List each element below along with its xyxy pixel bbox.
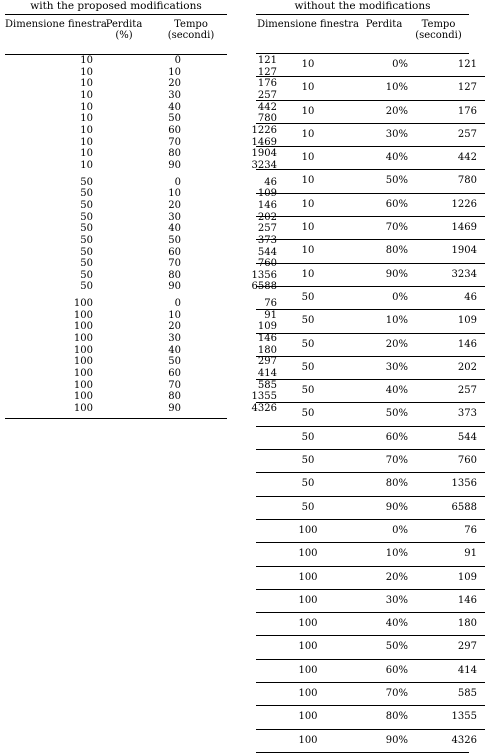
cell-time: 6588: [251, 281, 277, 293]
cell-window-size: 10: [256, 193, 360, 216]
cell-window-size: 10: [256, 77, 360, 100]
cell-loss: 60: [168, 368, 181, 380]
table-row: [5, 258, 291, 270]
cell-window-size: 100: [73, 379, 93, 391]
cell-loss: 70: [168, 136, 181, 148]
right-results-body: [256, 54, 485, 752]
cell-time: 146: [416, 333, 485, 356]
cell-window-size: 10: [80, 136, 93, 148]
cell-loss: 40%: [360, 380, 416, 403]
cell-time: 1226: [416, 193, 485, 216]
cell-loss: 40%: [360, 147, 416, 170]
table-row: [256, 589, 485, 612]
table-row: [256, 473, 485, 496]
cell-window-size: 100: [256, 566, 360, 589]
cell-loss: 70: [168, 379, 181, 391]
table-row: [256, 659, 485, 682]
cell-time: 1469: [416, 217, 485, 240]
cell-window-size: 10: [80, 124, 93, 136]
table-row: [256, 426, 485, 449]
table-row: [256, 706, 485, 729]
table-row: [5, 293, 291, 310]
table-row: [256, 566, 485, 589]
cell-loss: 40: [168, 223, 181, 235]
cell-loss: 20: [168, 78, 181, 90]
cell-loss: 0%: [360, 519, 416, 542]
cell-loss: 70%: [360, 683, 416, 706]
cell-window-size: 10: [256, 54, 360, 77]
cell-time: 76: [264, 298, 277, 310]
left-results-table: [5, 15, 227, 54]
table-row: [256, 729, 485, 752]
cell-window-size: 10: [80, 148, 93, 160]
cell-window-size: 10: [80, 113, 93, 125]
cell-window-size: 50: [256, 403, 360, 426]
cell-time: 1356: [416, 473, 485, 496]
cell-window-size: 100: [256, 519, 360, 542]
cell-time: 202: [257, 211, 277, 223]
cell-loss: 80: [168, 269, 181, 281]
cell-time: 442: [416, 147, 485, 170]
table-row: [5, 345, 291, 357]
cell-window-size: 100: [256, 543, 360, 566]
cell-loss: 50: [168, 356, 181, 368]
cell-loss: 0%: [360, 286, 416, 309]
cell-time: 180: [416, 613, 485, 636]
table-row: [5, 55, 291, 67]
table-row: [256, 217, 485, 240]
table-row: [5, 78, 291, 90]
cell-loss: 0: [174, 298, 181, 310]
cell-window-size: 10: [256, 217, 360, 240]
table-row: [5, 137, 291, 149]
cell-loss: 20%: [360, 333, 416, 356]
table-row: [5, 247, 291, 259]
cell-window-size: 100: [73, 356, 93, 368]
left-results-body: [5, 55, 291, 415]
cell-loss: 20%: [360, 566, 416, 589]
cell-window-size: 100: [298, 734, 318, 746]
cell-window-size: 50: [80, 199, 93, 211]
cell-loss: 80%: [360, 473, 416, 496]
cell-loss: 90: [168, 403, 181, 415]
table-row: [256, 543, 485, 566]
left-header-loss: Perdita (%): [105, 19, 143, 41]
cell-time: 257: [416, 380, 485, 403]
cell-time: 414: [257, 368, 277, 380]
left-table-caption: with the proposed modifications: [30, 0, 202, 12]
cell-time: 1355: [416, 706, 485, 729]
cell-window-size: 10: [256, 170, 360, 193]
table-row: [5, 391, 291, 403]
cell-loss: 30: [168, 89, 181, 101]
cell-time: 109: [257, 188, 277, 200]
cell-time: 544: [416, 426, 485, 449]
cell-window-size: 100: [256, 706, 360, 729]
table-row: [5, 270, 291, 282]
table-row: [256, 170, 485, 193]
left-table-panel: [5, 0, 277, 419]
cell-window-size: 100: [73, 321, 93, 333]
cell-window-size: 100: [256, 683, 360, 706]
cell-loss: 50%: [360, 636, 416, 659]
cell-time: 176: [416, 100, 485, 123]
left-table-bottom-rule: [5, 418, 227, 419]
table-row: [5, 90, 291, 102]
cell-window-size: 50: [256, 426, 360, 449]
cell-loss: 30: [168, 211, 181, 223]
cell-window-size: 50: [256, 450, 360, 473]
cell-loss: 30%: [360, 123, 416, 146]
cell-window-size: 100: [73, 391, 93, 403]
cell-loss: 20%: [360, 100, 416, 123]
cell-time: 585: [416, 683, 485, 706]
right-table-panel: [256, 0, 477, 753]
cell-time: 1904: [251, 148, 277, 160]
table-row: [256, 496, 485, 519]
cell-loss: 90%: [360, 263, 416, 286]
table-row: [5, 403, 291, 415]
cell-time: 760: [257, 258, 277, 270]
cell-window-size: 50: [256, 310, 360, 333]
cell-loss: 50%: [360, 170, 416, 193]
table-row: [5, 200, 291, 212]
cell-time: 127: [257, 66, 277, 78]
cell-time: 780: [257, 113, 277, 125]
cell-loss: 30%: [360, 589, 416, 612]
cell-loss: 10%: [360, 310, 416, 333]
cell-time: 780: [416, 170, 485, 193]
table-row: [5, 67, 291, 79]
cell-time: 176: [257, 78, 277, 90]
table-row: [256, 54, 485, 77]
cell-time: 760: [416, 450, 485, 473]
cell-time: 585: [257, 379, 277, 391]
cell-window-size: 10: [256, 123, 360, 146]
cell-time: 146: [257, 333, 277, 345]
cell-time: 6588: [416, 496, 485, 519]
cell-window-size: 50: [256, 286, 360, 309]
table-row: [5, 172, 291, 189]
cell-time: 180: [257, 344, 277, 356]
right-header-time: Tempo (secondi): [415, 19, 462, 41]
table-row: [5, 321, 291, 333]
cell-loss: 40%: [360, 613, 416, 636]
cell-time: 4326: [251, 403, 277, 415]
cell-loss: 50: [168, 234, 181, 246]
cell-time: 257: [416, 123, 485, 146]
table-row: [256, 123, 485, 146]
cell-loss: 20: [168, 199, 181, 211]
table-row: [5, 333, 291, 345]
table-row: [256, 519, 485, 542]
cell-window-size: 10: [80, 55, 93, 66]
cell-loss: 40: [168, 344, 181, 356]
cell-time: 46: [264, 176, 277, 188]
cell-window-size: 10: [80, 159, 93, 171]
cell-window-size: 100: [73, 403, 93, 415]
right-header-loss: Perdita: [365, 19, 403, 30]
cell-loss: 60%: [360, 426, 416, 449]
cell-loss: 60: [168, 246, 181, 258]
cell-window-size: 100: [73, 368, 93, 380]
left-table-header-row: [5, 15, 227, 54]
cell-window-size: 50: [80, 258, 93, 270]
cell-loss: 10: [168, 309, 181, 321]
table-row: [256, 380, 485, 403]
table-row: [256, 263, 485, 286]
cell-window-size: 100: [73, 298, 93, 310]
cell-time: 297: [416, 636, 485, 659]
left-header-window-size: Dimensione finestra: [5, 19, 107, 30]
cell-time: 202: [416, 356, 485, 379]
cell-window-size: 100: [73, 344, 93, 356]
cell-loss: 90%: [360, 496, 416, 519]
cell-time: 121: [257, 55, 277, 66]
cell-loss: 80: [168, 148, 181, 160]
cell-loss: 50: [168, 113, 181, 125]
cell-time: 1355: [251, 391, 277, 403]
table-row: [256, 193, 485, 216]
table-row: [5, 113, 291, 125]
cell-window-size: 10: [256, 263, 360, 286]
cell-loss: 30: [168, 333, 181, 345]
cell-time: 414: [416, 659, 485, 682]
cell-loss: 70%: [360, 450, 416, 473]
cell-time: 1469: [251, 136, 277, 148]
cell-window-size: 10: [256, 240, 360, 263]
cell-loss: 10: [168, 66, 181, 78]
table-row: [256, 286, 485, 309]
cell-time: 146: [416, 589, 485, 612]
table-row: [256, 100, 485, 123]
right-table-caption: without the modifications: [294, 0, 431, 12]
cell-time: 373: [257, 234, 277, 246]
table-row: [5, 310, 291, 322]
cell-window-size: 50: [80, 281, 93, 293]
cell-window-size: 50: [80, 234, 93, 246]
right-table-header-row: [256, 15, 469, 53]
cell-window-size: 50: [80, 176, 93, 188]
cell-time: 257: [257, 89, 277, 101]
cell-loss: 60%: [360, 659, 416, 682]
cell-loss: 10: [168, 188, 181, 200]
cell-loss: 70: [168, 258, 181, 270]
cell-window-size: 10: [80, 101, 93, 113]
cell-window-size: 100: [256, 589, 360, 612]
cell-window-size: 100: [73, 309, 93, 321]
cell-window-size: 10: [256, 100, 360, 123]
cell-loss: 0: [174, 55, 181, 66]
cell-loss: 10%: [360, 543, 416, 566]
table-row: [5, 188, 291, 200]
cell-time: 91: [416, 543, 485, 566]
cell-time: 109: [416, 566, 485, 589]
cell-loss: 60%: [360, 193, 416, 216]
table-row: [256, 147, 485, 170]
cell-loss: 20: [168, 321, 181, 333]
left-header-time: Tempo (secondi): [167, 19, 215, 41]
table-row: [256, 636, 485, 659]
table-row: [256, 613, 485, 636]
cell-window-size: 50: [256, 333, 360, 356]
table-row: [256, 450, 485, 473]
table-row: [5, 368, 291, 380]
cell-loss: 90: [168, 159, 181, 171]
right-results-table: [256, 15, 469, 53]
cell-time: 109: [416, 310, 485, 333]
cell-time: 4326: [451, 734, 477, 746]
cell-time: 127: [416, 77, 485, 100]
table-row: [256, 333, 485, 356]
cell-window-size: 50: [256, 496, 360, 519]
cell-window-size: 50: [256, 380, 360, 403]
cell-window-size: 50: [256, 356, 360, 379]
cell-time: 3234: [416, 263, 485, 286]
cell-loss: 80%: [360, 706, 416, 729]
table-row: [5, 102, 291, 114]
cell-window-size: 50: [80, 188, 93, 200]
cell-window-size: 100: [73, 333, 93, 345]
table-row: [256, 310, 485, 333]
cell-time: 297: [257, 356, 277, 368]
cell-time: 3234: [251, 159, 277, 171]
cell-time: 76: [416, 519, 485, 542]
cell-time: 544: [257, 246, 277, 258]
cell-loss: 90%: [385, 734, 408, 746]
table-row: [5, 212, 291, 224]
cell-window-size: 10: [256, 147, 360, 170]
cell-time: 1356: [251, 269, 277, 281]
cell-loss: 50%: [360, 403, 416, 426]
cell-window-size: 10: [80, 89, 93, 101]
cell-time: 442: [257, 101, 277, 113]
cell-time: 91: [264, 309, 277, 321]
cell-loss: 30%: [360, 356, 416, 379]
table-row: [5, 148, 291, 160]
table-row: [256, 403, 485, 426]
table-row: [5, 356, 291, 368]
cell-time: 46: [416, 286, 485, 309]
cell-window-size: 50: [80, 246, 93, 258]
cell-window-size: 50: [80, 211, 93, 223]
table-row: [5, 281, 291, 293]
table-row: [5, 125, 291, 137]
cell-loss: 0: [174, 176, 181, 188]
cell-loss: 10%: [360, 77, 416, 100]
table-row: [256, 356, 485, 379]
table-row: [5, 380, 291, 392]
cell-loss: 0%: [360, 54, 416, 77]
cell-loss: 60: [168, 124, 181, 136]
cell-loss: 40: [168, 101, 181, 113]
cell-window-size: 50: [256, 473, 360, 496]
cell-window-size: 50: [80, 269, 93, 281]
table-row: [5, 160, 291, 172]
cell-loss: 70%: [360, 217, 416, 240]
cell-time: 1226: [251, 124, 277, 136]
cell-loss: 80%: [360, 240, 416, 263]
cell-time: 373: [416, 403, 485, 426]
table-row: [256, 240, 485, 263]
table-row: [256, 683, 485, 706]
cell-loss: 80: [168, 391, 181, 403]
cell-time: 257: [257, 223, 277, 235]
table-row: [5, 223, 291, 235]
right-header-window-size: Dimensione finestra: [257, 19, 359, 30]
table-row: [256, 77, 485, 100]
table-row: [5, 235, 291, 247]
cell-window-size: 100: [256, 659, 360, 682]
cell-time: 121: [416, 54, 485, 77]
cell-loss: 90: [168, 281, 181, 293]
cell-window-size: 10: [80, 78, 93, 90]
cell-window-size: 100: [256, 613, 360, 636]
cell-window-size: 100: [256, 636, 360, 659]
cell-window-size: 10: [80, 66, 93, 78]
cell-window-size: 50: [80, 223, 93, 235]
cell-time: 146: [257, 199, 277, 211]
cell-time: 109: [257, 321, 277, 333]
cell-time: 1904: [416, 240, 485, 263]
